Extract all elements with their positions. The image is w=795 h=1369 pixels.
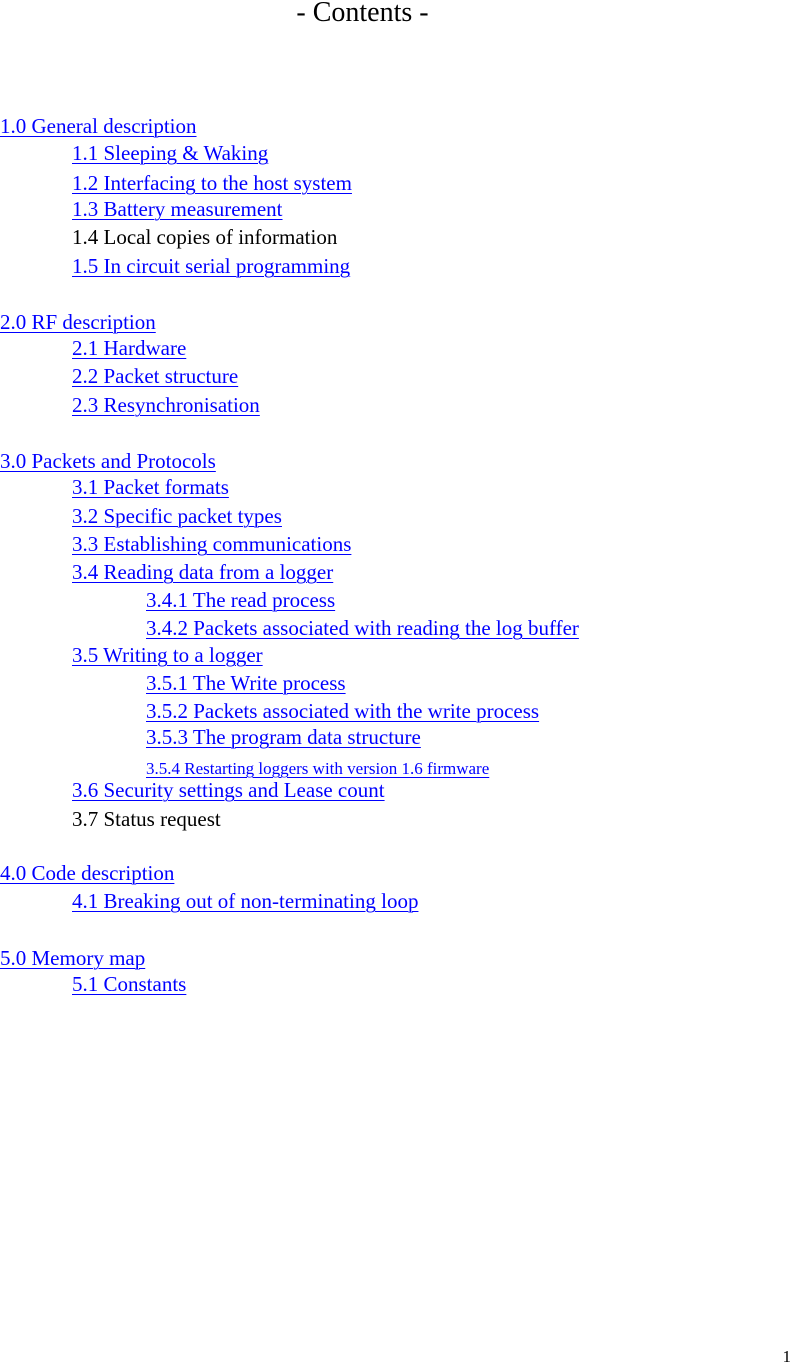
toc-link-3-4-1[interactable]: 3.4.1 The read process [146, 588, 336, 612]
toc-link-1-5[interactable]: 1.5 In circuit serial programming [72, 254, 351, 278]
toc-link-5-1[interactable]: 5.1 Constants [72, 972, 187, 996]
toc-link-3-5-1[interactable]: 3.5.1 The Write process [146, 671, 346, 695]
toc-link-1-0[interactable]: 1.0 General description [0, 114, 197, 138]
toc-link-3-2[interactable]: 3.2 Specific packet types [72, 504, 282, 528]
toc-link-1-1[interactable]: 1.1 Sleeping & Waking [72, 141, 269, 165]
toc-link-3-0[interactable]: 3.0 Packets and Protocols [0, 449, 216, 473]
toc-link-3-5-4[interactable]: 3.5.4 Restarting loggers with version 1.6 firmware [146, 759, 490, 778]
toc-link-1-2[interactable]: 1.2 Interfacing to the host system [72, 171, 352, 195]
toc-link-3-3[interactable]: 3.3 Establishing communications [72, 532, 352, 556]
toc-link-2-0[interactable]: 2.0 RF description [0, 310, 156, 334]
toc-link-3-5-3[interactable]: 3.5.3 The program data structure [146, 725, 421, 749]
toc-link-2-2[interactable]: 2.2 Packet structure [72, 364, 239, 388]
toc-entry-3-7: 3.7 Status request [72, 807, 221, 831]
toc-entry-1-4: 1.4 Local copies of information [72, 225, 338, 249]
toc-link-3-5-2[interactable]: 3.5.2 Packets associated with the write process [146, 699, 540, 723]
toc-link-3-1[interactable]: 3.1 Packet formats [72, 475, 229, 499]
toc-link-4-0[interactable]: 4.0 Code description [0, 861, 175, 885]
toc-link-2-3[interactable]: 2.3 Resynchronisation [72, 393, 260, 417]
toc-link-4-1[interactable]: 4.1 Breaking out of non-terminating loop [72, 889, 419, 913]
toc-link-3-4[interactable]: 3.4 Reading data from a logger [72, 560, 334, 584]
toc-link-3-5[interactable]: 3.5 Writing to a logger [72, 643, 263, 667]
toc-link-3-4-2[interactable]: 3.4.2 Packets associated with reading the log buffer [146, 616, 579, 640]
page-number: 1 [782, 1347, 791, 1366]
toc-link-1-3[interactable]: 1.3 Battery measurement [72, 197, 283, 221]
toc-link-5-0[interactable]: 5.0 Memory map [0, 946, 146, 970]
page-title: - Contents - [296, 0, 429, 28]
toc-link-3-6[interactable]: 3.6 Security settings and Lease count [72, 778, 385, 802]
toc-link-2-1[interactable]: 2.1 Hardware [72, 336, 187, 360]
